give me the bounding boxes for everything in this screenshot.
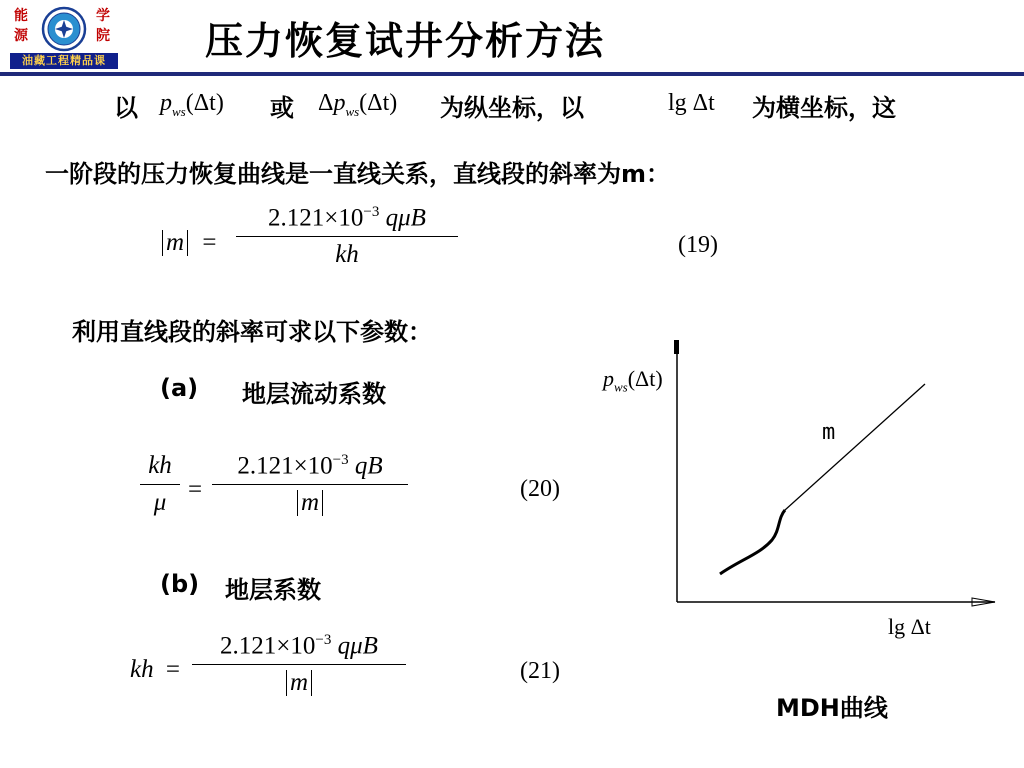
early-time-curve	[720, 510, 785, 574]
logo-char-xue: 学	[96, 8, 110, 24]
logo-char-yuan2: 院	[96, 28, 110, 44]
slope-label: m	[822, 420, 836, 445]
logo-char-yuan: 源	[14, 28, 28, 44]
university-emblem-icon	[38, 6, 90, 52]
graph-caption: MDH曲线	[776, 694, 888, 722]
page-title: 压力恢复试井分析方法	[205, 19, 606, 63]
item-a-text: 地层流动系数	[242, 380, 386, 408]
intro-word-vertical: 为纵坐标，以	[440, 94, 584, 122]
logo-char-neng: 能	[14, 8, 28, 24]
math-pws-dt: $p_{ws}(\Delta t)$	[160, 90, 224, 119]
eq21-lhs: kh =	[130, 656, 180, 683]
params-intro: 利用直线段的斜率可求以下参数：	[72, 318, 432, 346]
eq19-fraction: $2.121\times 10^{-3}$ qμB kh	[236, 204, 458, 269]
intro-word-yi: 以	[114, 94, 138, 122]
eq20-eq-sign: =	[188, 476, 203, 503]
straight-line-segment	[785, 384, 925, 510]
y-axis-arrow-icon	[674, 340, 679, 354]
graph-x-label: lg Δt	[888, 614, 931, 639]
eq19-lhs: m =	[162, 229, 216, 257]
eq19-number: (19)	[678, 232, 718, 258]
eq20-lhs-fraction: kh μ	[140, 452, 180, 517]
eq20-fraction: $2.121\times 10^{-3}$ qB m	[212, 452, 408, 517]
item-b-text: 地层系数	[225, 576, 321, 604]
title-divider	[0, 72, 1024, 76]
math-lg-dt: lg Δt	[668, 90, 715, 116]
intro-line-2: 一阶段的压力恢复曲线是一直线关系，直线段的斜率为m：	[45, 160, 671, 188]
school-logo	[10, 6, 118, 68]
eq20-number: (20)	[520, 476, 560, 502]
eq21-number: (21)	[520, 658, 560, 684]
intro-word-horizontal: 为横坐标，这	[752, 94, 896, 122]
graph-y-label: $p_{ws}(\Delta t)$	[603, 366, 663, 395]
intro-word-huo: 或	[270, 94, 294, 122]
math-delta-pws-dt: $\Delta p_{ws}(\Delta t)$	[318, 90, 398, 119]
item-b-label: (b)	[160, 570, 200, 598]
eq21-fraction: $2.121\times 10^{-3}$ qμB m	[192, 632, 406, 697]
item-a-label: (a)	[160, 374, 199, 402]
logo-banner: 油藏工程精品课	[10, 53, 118, 69]
